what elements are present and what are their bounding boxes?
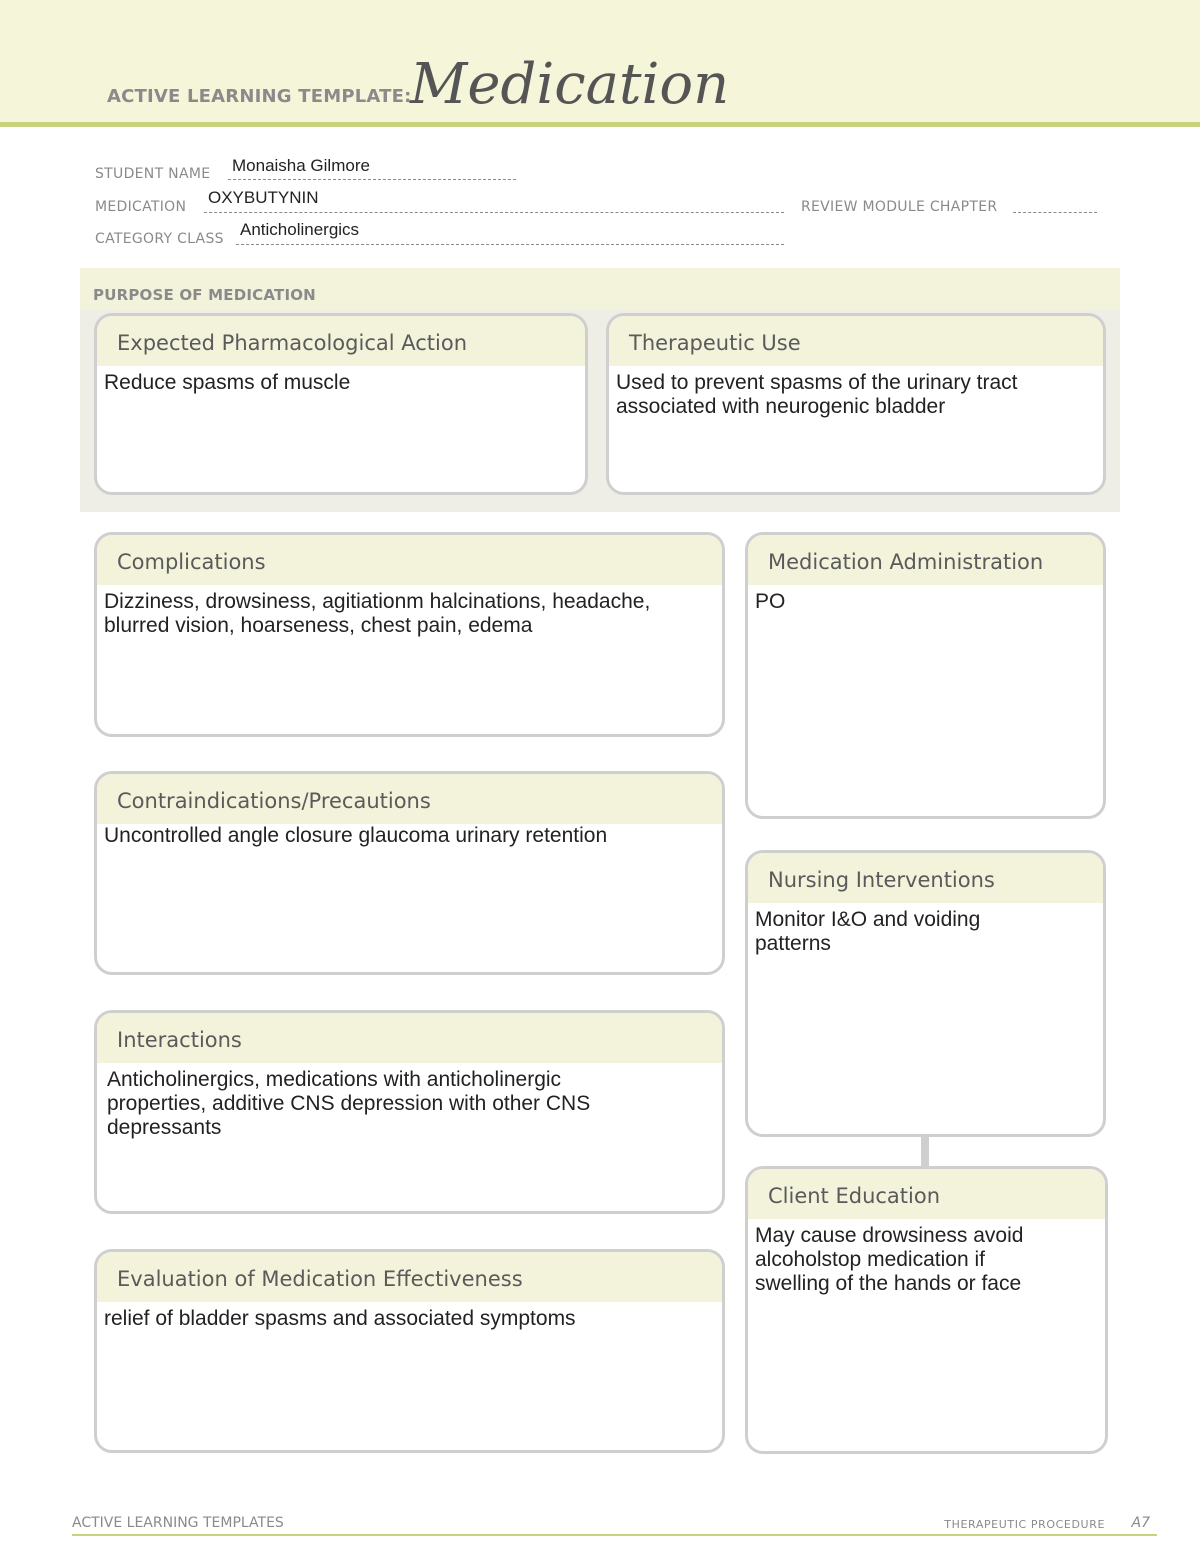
therapeutic-use-title: Therapeutic Use — [609, 316, 1103, 366]
nursing-interventions-box — [745, 850, 1106, 1137]
interactions-title: Interactions — [97, 1013, 722, 1063]
medication-administration-content[interactable]: PO — [755, 590, 786, 613]
category-class-value[interactable]: Anticholinergics — [240, 220, 360, 239]
review-module-label: REVIEW MODULE CHAPTER — [801, 199, 998, 215]
complications-title: Complications — [97, 535, 722, 585]
evaluation-title: Evaluation of Medication Effectiveness — [97, 1252, 722, 1302]
footer-page-number: A7 — [1131, 1515, 1150, 1531]
medication-line — [204, 212, 784, 213]
therapeutic-use-content[interactable]: Used to prevent spasms of the urinary tract associated with neurogenic bladder — [616, 371, 1018, 418]
medication-label: MEDICATION — [95, 199, 187, 215]
connector-line — [921, 1135, 929, 1166]
complications-content[interactable]: Dizziness, drowsiness, agitiationm halcinations, headache, blurred vision, hoarseness, chest pain, edema — [104, 590, 651, 637]
client-education-title: Client Education — [748, 1169, 1105, 1219]
contraindications-box — [94, 771, 725, 975]
footer-rule — [72, 1534, 1157, 1536]
footer-left: ACTIVE LEARNING TEMPLATES — [72, 1515, 284, 1531]
page-title: Medication — [410, 52, 730, 117]
therapeutic-use-box — [606, 313, 1106, 495]
student-name-line — [228, 179, 516, 180]
contraindications-title: Contraindications/Precautions — [97, 774, 722, 824]
category-class-line — [236, 244, 784, 245]
interactions-box — [94, 1010, 725, 1214]
medication-administration-box — [745, 532, 1106, 819]
footer-right: THERAPEUTIC PROCEDURE — [944, 1518, 1105, 1531]
expected-action-box — [94, 313, 588, 495]
client-education-content[interactable]: May cause drowsiness avoid alcoholstop medication if swelling of the hands or face — [755, 1224, 1024, 1295]
medication-value[interactable]: OXYBUTYNIN — [208, 188, 319, 207]
student-name-value[interactable]: Monaisha Gilmore — [232, 156, 370, 175]
interactions-content[interactable]: Anticholinergics, medications with anticholinergic properties, additive CNS depression with other CNS depressants — [107, 1068, 591, 1139]
header-prefix: ACTIVE LEARNING TEMPLATE: — [107, 86, 412, 107]
evaluation-content[interactable]: relief of bladder spasms and associated symptoms — [104, 1307, 576, 1330]
category-class-label: CATEGORY CLASS — [95, 231, 224, 247]
review-module-line[interactable] — [1013, 212, 1097, 213]
client-education-box — [745, 1166, 1108, 1454]
contraindications-content[interactable]: Uncontrolled angle closure glaucoma urinary retention — [104, 824, 608, 847]
student-name-label: STUDENT NAME — [95, 166, 211, 182]
evaluation-box — [94, 1249, 725, 1453]
complications-box — [94, 532, 725, 737]
expected-action-content[interactable]: Reduce spasms of muscle — [104, 371, 351, 394]
header-rule — [0, 122, 1200, 127]
medication-administration-title: Medication Administration — [748, 535, 1103, 585]
purpose-label: PURPOSE OF MEDICATION — [93, 286, 316, 304]
expected-action-title: Expected Pharmacological Action — [97, 316, 585, 366]
nursing-interventions-content[interactable]: Monitor I&O and voiding patterns — [755, 908, 981, 955]
nursing-interventions-title: Nursing Interventions — [748, 853, 1103, 903]
